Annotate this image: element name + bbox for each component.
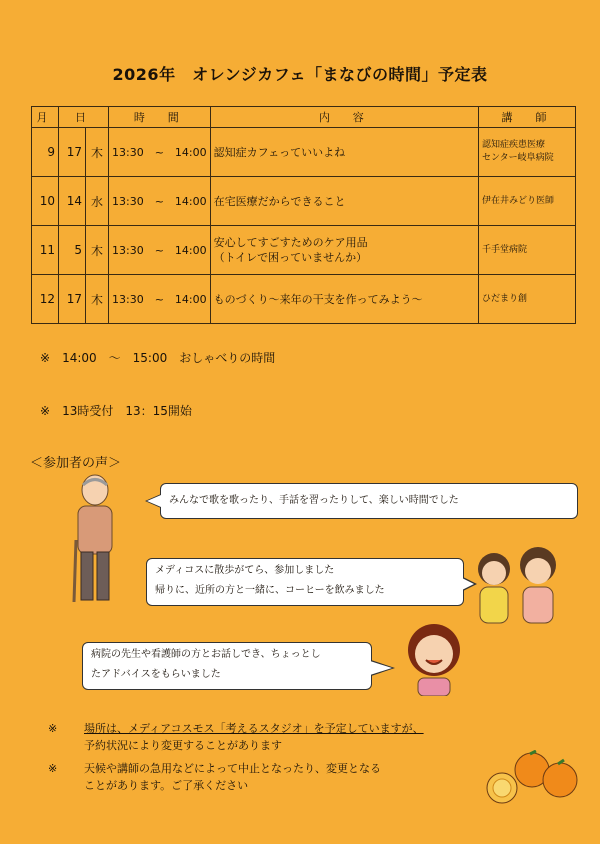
- voice-bubble-3: [82, 642, 372, 690]
- lecturer-cell: [479, 275, 576, 324]
- voice-text: みんなで歌を歌ったり、手話を習ったりして、楽しい時間でした: [169, 495, 459, 506]
- content-line: 安心してすごすためのケア用品: [213, 236, 368, 249]
- voice-bubble-2: [146, 558, 464, 606]
- time-cell: 13:30 ~ 14:00: [109, 226, 211, 275]
- day-cell: 14: [59, 177, 86, 226]
- bubble-tail: [147, 495, 161, 507]
- footer-mark: ※: [48, 762, 58, 775]
- voice-bubble-1: [160, 483, 578, 519]
- content-cell: [210, 275, 478, 324]
- table-row: [32, 275, 576, 324]
- content-line: 認知症カフェっていいよね: [213, 145, 346, 159]
- footer-note-1-line1: 場所は、メディアコスモス「考えるスタジオ」を予定していますが、: [84, 722, 424, 735]
- day-cell: 17: [59, 128, 86, 177]
- day-cell: 5: [59, 226, 86, 275]
- table-header-row: [32, 107, 576, 128]
- header-day: 日: [59, 107, 109, 128]
- footer-note-2: [48, 760, 478, 794]
- weekday-cell: 水: [86, 177, 109, 226]
- content-cell: [210, 128, 478, 177]
- month-cell: 10: [32, 177, 59, 226]
- lecturer-line: 千手堂病院: [482, 244, 528, 255]
- table-row: [32, 128, 576, 177]
- time-cell: 13:30 ~ 14:00: [109, 275, 211, 324]
- lecturer-line: 認知症疾患医療: [482, 140, 546, 150]
- lecturer-line-2: センター岐阜病院: [482, 153, 554, 163]
- footer-note-1-line2: 予約状況により変更することがあります: [84, 739, 282, 752]
- header-month: 月: [32, 107, 59, 128]
- lecturer-line: 伊在井みどり医師: [482, 195, 555, 206]
- lecturer-line: ひだまり創: [482, 293, 528, 304]
- footer-mark: ※: [48, 722, 58, 735]
- header-time: 時 間: [109, 107, 211, 128]
- bubble-tail: [370, 661, 392, 675]
- note-chat-text: 14:00 ～ 15:00 おしゃべりの時間: [62, 351, 276, 365]
- footer-note-1: [48, 720, 518, 754]
- time-cell: 13:30 ~ 14:00: [109, 177, 211, 226]
- month-cell: 12: [32, 275, 59, 324]
- note-mark: ※: [40, 404, 51, 418]
- voice-text: 病院の先生や看護師の方とお話しでき、ちょっとし: [91, 649, 321, 660]
- content-line-2: （トイレで困っていませんか）: [213, 251, 368, 264]
- note-mark: ※: [40, 351, 51, 365]
- elderly-man-illustration: [66, 470, 124, 604]
- content-line: ものづくり～来年の干支を作ってみよう～: [213, 292, 423, 306]
- month-cell: 11: [32, 226, 59, 275]
- footer-note-2-line1: 天候や講師の急用などによって中止となったり、変更となる: [84, 762, 381, 775]
- weekday-cell: 木: [86, 275, 109, 324]
- voice-text: メディコスに散歩がてら、参加しました: [155, 565, 335, 576]
- lecturer-cell: [479, 226, 576, 275]
- two-women-illustration: [472, 543, 564, 625]
- content-cell: [210, 177, 478, 226]
- month-cell: 9: [32, 128, 59, 177]
- content-line: 在宅医療だからできること: [213, 194, 346, 208]
- weekday-cell: 木: [86, 226, 109, 275]
- voices-heading: ＜参加者の声＞: [30, 456, 122, 471]
- mikan-oranges-illustration: [482, 750, 582, 805]
- note-reception-text: 13時受付 13：15開始: [62, 404, 192, 418]
- lecturer-cell: [479, 128, 576, 177]
- table-row: [32, 226, 576, 275]
- content-cell: [210, 226, 478, 275]
- lecturer-cell: [479, 177, 576, 226]
- footer-note-2-line2: ことがあります。ご了承ください: [84, 779, 249, 792]
- header-lecturer: 講 師: [479, 107, 576, 128]
- voice-text-2: たアドバイスをもらいました: [91, 669, 221, 680]
- schedule-table: [31, 106, 576, 324]
- table-row: [32, 177, 576, 226]
- weekday-cell: 木: [86, 128, 109, 177]
- smiling-woman-illustration: [404, 620, 464, 696]
- header-content: 内 容: [210, 107, 478, 128]
- note-reception: [40, 402, 192, 419]
- page-title: 2026年 オレンジカフェ「まなびの時間」予定表: [112, 65, 488, 84]
- voice-text-2: 帰りに、近所の方と一緒に、コーヒーを飲みました: [155, 585, 385, 596]
- note-chat-time: [40, 349, 275, 366]
- time-cell: 13:30 ~ 14:00: [109, 128, 211, 177]
- day-cell: 17: [59, 275, 86, 324]
